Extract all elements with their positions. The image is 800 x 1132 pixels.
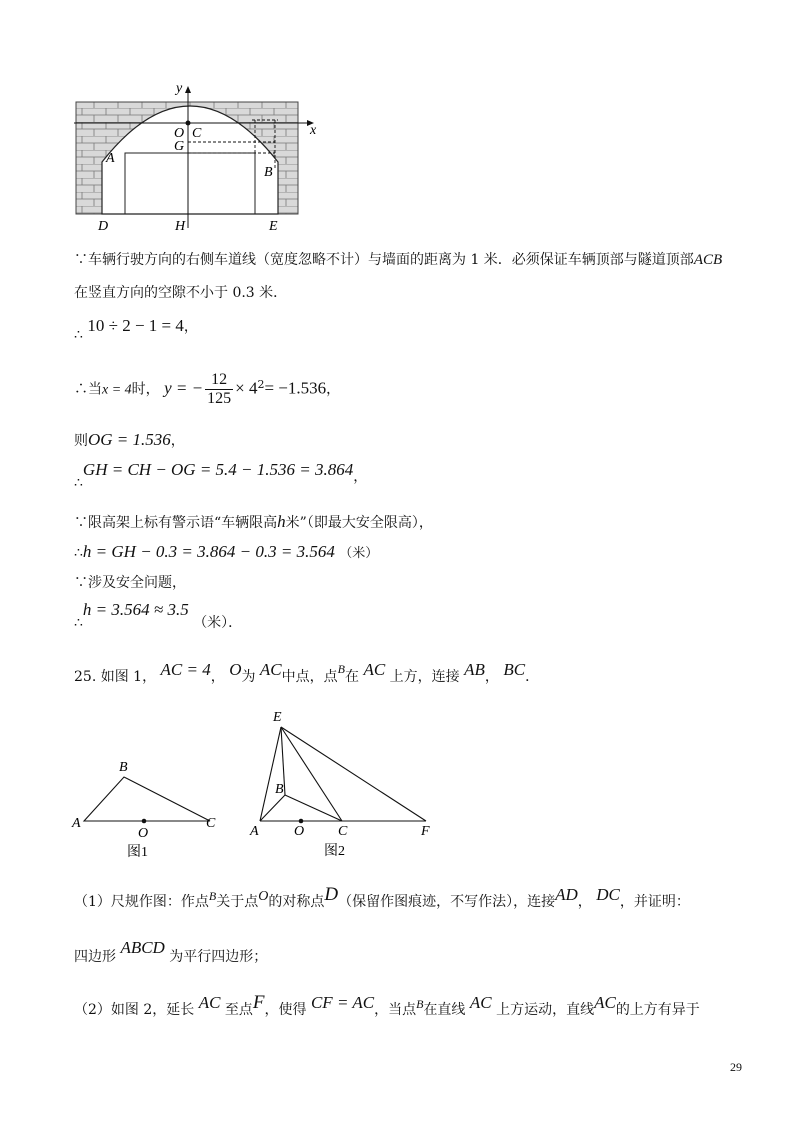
solution-line-10: ∴h = 3.564 ≈ 3.5 （米）．: [74, 600, 243, 631]
solution-line-8: ∴h = GH − 0.3 = 3.864 − 0.3 = 3.564 （米）: [74, 542, 379, 561]
fig1-caption: 图1: [127, 845, 148, 860]
fig2-label-E: E: [273, 710, 282, 725]
label-C: C: [192, 126, 202, 141]
fig1-label-A: A: [72, 816, 81, 831]
solution-line-3: ∴ 10 ÷ 2 − 1 = 4，: [74, 316, 198, 343]
label-G: G: [174, 139, 185, 154]
fig2-label-A: A: [250, 824, 259, 839]
tunnel-figure: [70, 80, 330, 235]
fig2-label-O: O: [294, 824, 305, 839]
label-A: A: [106, 151, 115, 166]
label-B: B: [264, 165, 273, 180]
fig1-label-O: O: [138, 826, 149, 841]
label-E: E: [269, 219, 278, 234]
solution-line-6: ∴GH = CH − OG = 5.4 − 1.536 = 3.864，: [74, 460, 368, 491]
label-O: O: [174, 126, 185, 141]
figure-2: [240, 705, 450, 865]
fraction-12-125: $\frac{12}{125}$: [207, 371, 232, 408]
part-2-line-1: （2）如图 2，延长 AC 至点F，使得 CF = AC，当点B在直线 AC 上方运动，直线AC的上方有异于: [74, 992, 700, 1018]
fig1-label-B: B: [119, 760, 128, 775]
part-1-line-1: （1）尺规作图：作点B关于点O的对称点D（保留作图痕迹，不写作法），连接AD， DC，并证明：: [74, 884, 690, 910]
part-1-line-2: 四边形 ABCD 为平行四边形；: [74, 938, 268, 965]
figure-1: [70, 755, 230, 865]
fig2-label-F: F: [421, 824, 430, 839]
solution-line-2: 在竖直方向的空隙不小于 0.3 米．: [74, 285, 288, 301]
label-y: y: [176, 81, 183, 96]
solution-line-1: ∵车辆行驶方向的右侧车道线（宽度忽略不计）与墙面的距离为 1 米．必须保证车辆顶部与隧道顶部ACB: [74, 252, 723, 268]
question-25-statement: 25. 如图 1， AC = 4， O为 AC中点，点B在 AC 上方，连接 AB， BC．: [74, 660, 540, 685]
fig2-caption: 图2: [324, 844, 345, 859]
label-x: x: [310, 123, 317, 138]
fig2-label-C: C: [338, 824, 348, 839]
solution-line-7: ∵限高架上标有警示语“车辆限高h米”（即最大安全限高），: [74, 512, 433, 531]
solution-line-4: ∴当x = 4时， y = − $\frac{12}{125}$ × $4^2= -1.536$，: [74, 371, 341, 408]
fig1-label-C: C: [206, 816, 216, 831]
solution-line-9: ∵涉及安全问题，: [74, 575, 186, 591]
label-H: H: [175, 219, 186, 234]
solution-line-5: 则OG = 1.536，: [74, 430, 185, 449]
fig2-label-B: B: [275, 782, 284, 797]
label-D: D: [98, 219, 109, 234]
page-number: 29: [730, 1060, 742, 1074]
